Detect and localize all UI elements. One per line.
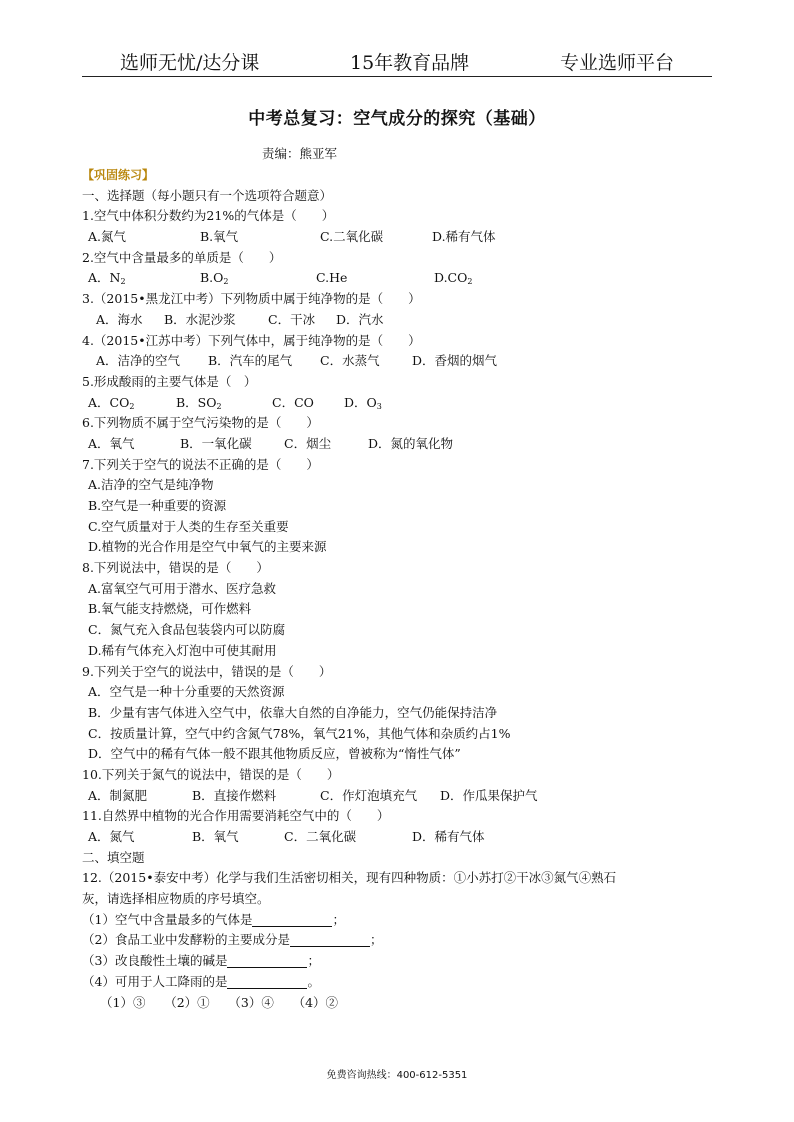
header-center: 15年教育品牌	[350, 52, 470, 74]
q5-stem: 5.形成酸雨的主要气体是（ ）	[82, 373, 257, 389]
q3-option-a: A．海水	[96, 311, 143, 327]
page-header	[82, 44, 712, 77]
q11-option-d: D．稀有气体	[412, 829, 485, 844]
q7-option-d: D.植物的光合作用是空气中氧气的主要来源	[88, 539, 327, 555]
q10-stem: 10.下列关于氮气的说法中，错误的是（ ）	[82, 766, 340, 782]
q12-stem-line1: 12.（2015•泰安中考）化学与我们生活密切相关，现有四种物质：①小苏打②干冰③氮气④熟石	[82, 870, 617, 886]
q12-sub4: （4）可用于人工降雨的是 。	[82, 973, 320, 989]
q12-sub3: （3）改良酸性土壤的碱是 ；	[82, 953, 320, 969]
q11-option-b: B．氧气	[192, 829, 239, 844]
q5-option-d: D．$O_3$	[344, 394, 382, 411]
q7-option-c: C.空气质量对于人类的生存至关重要	[88, 518, 289, 534]
q4-options	[82, 351, 712, 372]
q12-sub1: （1）空气中含量最多的气体是 ；	[82, 911, 345, 927]
q4-option-b: B．汽车的尾气	[208, 353, 293, 369]
q4-option-a: A．洁净的空气	[96, 353, 181, 369]
q5-options	[82, 393, 712, 414]
q3-option-c: C．干冰	[268, 311, 316, 327]
q10-option-d: D．作瓜果保护气	[440, 787, 538, 803]
q8-stem: 8.下列说法中，错误的是（ ）	[82, 560, 269, 576]
q11-options	[82, 827, 712, 848]
q9-option-c: C．按质量计算，空气中约含氮气78%，氧气21%，其他气体和杂质约占1%	[88, 725, 511, 741]
header-left: 选师无忧/达分课	[120, 52, 260, 74]
q1-option-d: D.稀有气体	[432, 229, 496, 245]
q4-option-c: C．水蒸气	[320, 353, 380, 369]
exercise-content	[82, 165, 712, 1013]
q12-answers: （1）③ （2）① （3）④ （4）②	[100, 994, 339, 1010]
q10-option-c: C．作灯泡填充气	[320, 787, 418, 803]
q12-blank-2[interactable]	[290, 934, 370, 947]
q12-blank-4[interactable]	[227, 976, 307, 989]
q12-stem-line2: 灰，请选择相应物质的序号填空。	[82, 891, 270, 907]
q2-option-a: A．$N_2$	[88, 270, 126, 287]
q7-option-b: B.空气是一种重要的资源	[88, 498, 227, 513]
q9-stem: 9.下列关于空气的说法中，错误的是（ ）	[82, 663, 332, 679]
q6-option-c: C．烟尘	[284, 435, 332, 451]
page-footer: 免费咨询热线：400-612-5351	[326, 1070, 468, 1081]
q12-blank-1[interactable]	[252, 914, 332, 927]
q1-option-b: B.氧气	[200, 229, 239, 245]
q12-sub2: （2）食品工业中发酵粉的主要成分是 ；	[82, 932, 383, 948]
q12-blank-3[interactable]	[227, 955, 307, 968]
q11-option-a: A．氮气	[88, 829, 135, 844]
q2-option-c: C.He	[316, 270, 348, 286]
q1-option-a: A.氮气	[88, 229, 127, 245]
q9-option-a: A．空气是一种十分重要的天然资源	[88, 684, 285, 700]
q4-stem: 4.（2015•江苏中考）下列气体中，属于纯净物的是（ ）	[82, 332, 421, 348]
q5-option-c: C．CO	[272, 394, 314, 410]
q8-option-b: B.氧气能支持燃烧，可作燃料	[88, 601, 252, 617]
q6-options	[82, 434, 712, 455]
part1-heading: 一、选择题（每小题只有一个选项符合题意）	[82, 187, 333, 203]
q8-option-d: D.稀有气体充入灯泡中可使其耐用	[88, 642, 277, 658]
q11-option-c: C．二氧化碳	[284, 829, 357, 844]
q6-option-b: B．一氧化碳	[180, 435, 252, 451]
q10-option-b: B．直接作燃料	[192, 787, 277, 803]
q5-option-a: A．$CO_2$	[88, 394, 135, 411]
q3-option-d: D．汽水	[336, 311, 384, 327]
q2-options	[82, 268, 712, 289]
q1-option-c: C.二氧化碳	[320, 229, 384, 245]
q3-options	[82, 310, 712, 331]
q2-option-d: $D.CO_2$	[434, 270, 473, 287]
page-title: 中考总复习：空气成分的探究（基础）	[248, 109, 546, 129]
q10-options	[82, 786, 712, 807]
q2-option-b: $B.O_2$	[200, 270, 229, 287]
q9-option-d: D．空气中的稀有气体一般不跟其他物质反应，曾被称为“惰性气体”	[88, 746, 461, 762]
q9-option-b: B．少量有害气体进入空气中，依靠大自然的自净能力，空气仍能保持洁净	[88, 704, 498, 720]
q6-stem: 6.下列物质不属于空气污染物的是（ ）	[82, 415, 319, 431]
q8-option-a: A.富氧空气可用于潜水、医疗急救	[88, 580, 277, 596]
q6-option-d: D．氮的氧化物	[368, 435, 454, 451]
q8-option-c: C．氮气充入食品包装袋内可以防腐	[88, 622, 286, 638]
q7-option-a: A.洁净的空气是纯净物	[88, 477, 214, 493]
q3-option-b: B．水泥沙浆	[164, 311, 236, 327]
q2-stem: 2.空气中含量最多的单质是（ ）	[82, 249, 282, 265]
q1-stem: 1.空气中体积分数约为21%的气体是（ ）	[82, 208, 335, 224]
q10-option-a: A．制氮肥	[88, 787, 148, 803]
section-label: 【巩固练习】	[82, 168, 155, 182]
q4-option-d: D．香烟的烟气	[412, 353, 498, 369]
header-right: 专业选师平台	[560, 52, 675, 74]
q7-stem: 7.下列关于空气的说法不正确的是（ ）	[82, 456, 319, 472]
q6-option-a: A．氧气	[88, 435, 135, 451]
q1-options	[82, 227, 712, 248]
q3-stem: 3.（2015•黑龙江中考）下列物质中属于纯净物的是（ ）	[82, 291, 421, 307]
part2-heading: 二、填空题	[82, 849, 145, 865]
q5-option-b: B．$SO_2$	[176, 394, 222, 411]
editor-credit: 责编：熊亚军	[262, 146, 338, 161]
q11-stem: 11.自然界中植物的光合作用需要消耗空气中的（ ）	[82, 808, 390, 824]
